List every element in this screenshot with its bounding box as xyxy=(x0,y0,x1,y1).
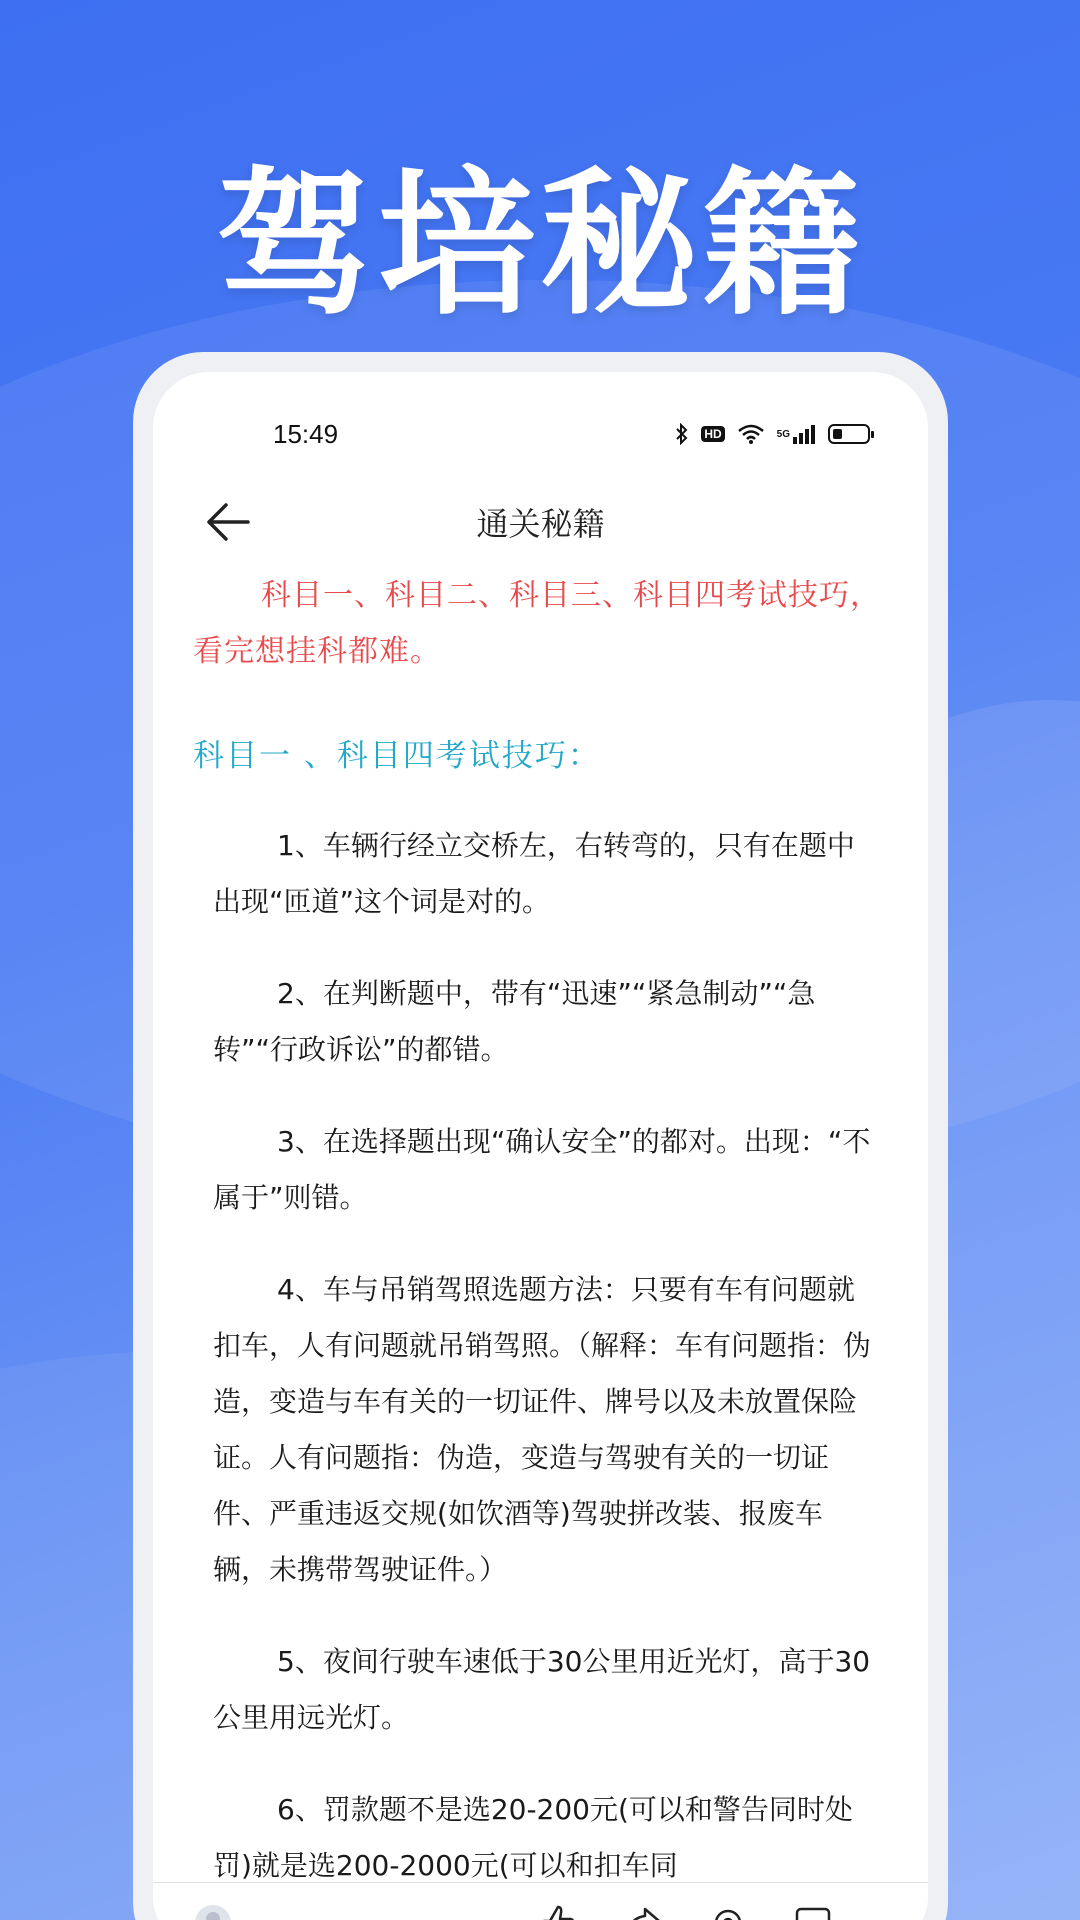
nav-bar xyxy=(153,472,928,572)
page-title: 通关秘籍 xyxy=(476,505,605,543)
article-content xyxy=(193,568,888,1920)
back-button[interactable] xyxy=(203,500,253,544)
status-icons xyxy=(675,423,870,445)
status-bar xyxy=(153,414,928,454)
promo-headline: 驾培秘籍 xyxy=(216,153,864,337)
5g-signal-icon xyxy=(777,423,816,445)
article-paragraph: 1、车辆行经立交桥左，右转弯的，只有在题中出现“匝道”这个词是对的。 xyxy=(213,829,855,918)
article-paragraph: 6、罚款题不是选20-200元(可以和警告同时处罚)就是选200-2000元(可以和扣车同 xyxy=(213,1793,853,1882)
share-icon[interactable] xyxy=(623,1903,663,1920)
battery-icon xyxy=(828,424,870,444)
phone-screen xyxy=(153,372,928,1920)
article-paragraph: 2、在判断题中，带有“迅速”“紧急制动”“急转”“行政诉讼”的都错。 xyxy=(213,977,816,1066)
thumbs-up-icon[interactable] xyxy=(538,1903,578,1920)
hd-icon: HD xyxy=(701,426,724,442)
signal-label: 5G xyxy=(776,428,790,440)
bluetooth-icon xyxy=(675,423,689,445)
status-time: 15:49 xyxy=(273,418,339,449)
arrow-left-icon xyxy=(206,502,250,542)
wifi-icon xyxy=(737,423,765,445)
comment-icon[interactable] xyxy=(793,1903,833,1920)
phone-frame xyxy=(133,352,948,1920)
bottom-action-bar xyxy=(153,1882,928,1920)
article-paragraph: 3、在选择题出现“确认安全”的都对。出现：“不属于”则错。 xyxy=(213,1125,871,1214)
section-title: 科目一 、科目四考试技巧： xyxy=(193,738,601,774)
article-paragraph: 5、夜间行驶车速低于30公里用近光灯，高于30公里用远光灯。 xyxy=(213,1645,871,1734)
settings-icon[interactable] xyxy=(708,1903,748,1920)
article-paragraph: 4、车与吊销驾照选题方法：只要有车有问题就扣车，人有问题就吊销驾照。（解释：车有问题指：伪造，变造与车有关的一切证件、牌号以及未放置保险证。人有问题指：伪造，变造与驾驶有关的一切证件、严重违返交规(如饮酒等)驾驶拼改装、报废车辆，未携带驾驶证件。） xyxy=(213,1273,872,1586)
avatar-icon[interactable] xyxy=(193,1903,233,1920)
article-intro: 科目一、科目二、科目三、科目四考试技巧，看完想挂科都难。 xyxy=(193,578,881,669)
